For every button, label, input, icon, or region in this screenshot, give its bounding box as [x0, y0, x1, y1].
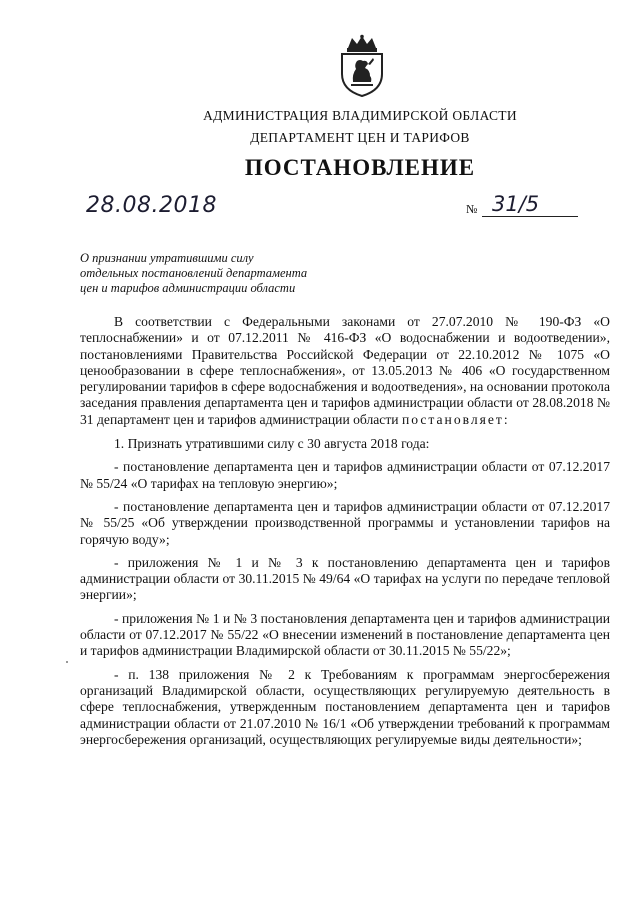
document-date: 28.08.2018	[86, 193, 217, 218]
resolution-keyword: постановляет:	[401, 411, 510, 427]
scan-mark	[66, 661, 68, 663]
document-title: ПОСТАНОВЛЕНИЕ	[244, 155, 476, 180]
list-item: - п. 138 приложения № 2 к Требованиям к программам энергосбережения организаций Владимирской области, осуществляющих регулируемую деятельность в сфере теплоснабжения, утвержденным постановлением департамента цен и тарифов администрации области от 21.07.2010 № 16/1 «Об утверждении требований к программам энергосбережения организаций, осуществляющих регулируемые виды деятельности»;	[80, 666, 610, 747]
subject-line: цен и тарифов администрации области	[80, 281, 296, 295]
number-label: №	[466, 202, 478, 216]
document-subject	[80, 251, 340, 296]
vladimir-region-coat-of-arms-icon	[336, 34, 388, 98]
list-item: - постановление департамента цен и тарифов администрации области от 07.12.2017 № 55/24 «О тарифах на тепловую энергию»;	[80, 459, 610, 491]
document-number	[466, 192, 580, 218]
list-item: - приложения № 1 и № 3 постановления департамента цен и тарифов администрации области от 07.12.2017 № 55/22 «О внесении изменений в постановление департамента цен и тарифов администрации Владимирской области от 30.11.2015 № 55/22»;	[80, 610, 610, 659]
item-1: 1. Признать утратившими силу с 30 августа 2018 года:	[114, 436, 430, 452]
organization-name: АДМИНИСТРАЦИЯ ВЛАДИМИРСКОЙ ОБЛАСТИ	[203, 108, 517, 123]
number-value: 31/5	[492, 192, 540, 216]
document-body	[80, 314, 610, 755]
subject-line: отдельных постановлений департамента	[80, 266, 308, 280]
intro-paragraph	[80, 314, 610, 428]
number-underline	[482, 216, 578, 217]
department-name: ДЕПАРТАМЕНТ ЦЕН И ТАРИФОВ	[250, 130, 470, 145]
intro-text: В соответствии с Федеральными законами от 27.07.2010 № 190-ФЗ «О теплоснабжении» и от 07.12.2011 № 416-ФЗ «О водоснабжении и водоотведении», постановлениями Правительства Российской Федерации от 22.10.2012 № 1075 «О ценообразовании в сфере теплоснабжения», от 13.05.2013 № 406 «О государственном регулировании тарифов в сфере водоснабжения и водоотведения», на основании протокола заседания правления департамента цен и тарифов администрации области от 28.08.2018 № 31 департамент цен и тарифов администрации области	[80, 314, 610, 427]
list-item: - постановление департамента цен и тарифов администрации области от 07.12.2017 № 55/25 «Об утверждении производственной программы и установлении тарифов на горячую воду»;	[80, 498, 610, 547]
subject-line: О признании утратившими силу	[80, 251, 254, 265]
list-item: - приложения № 1 и № 3 к постановлению департамента цен и тарифов администрации области от 30.11.2015 № 49/64 «О тарифах на услуги по передаче тепловой энергии»;	[80, 554, 610, 603]
